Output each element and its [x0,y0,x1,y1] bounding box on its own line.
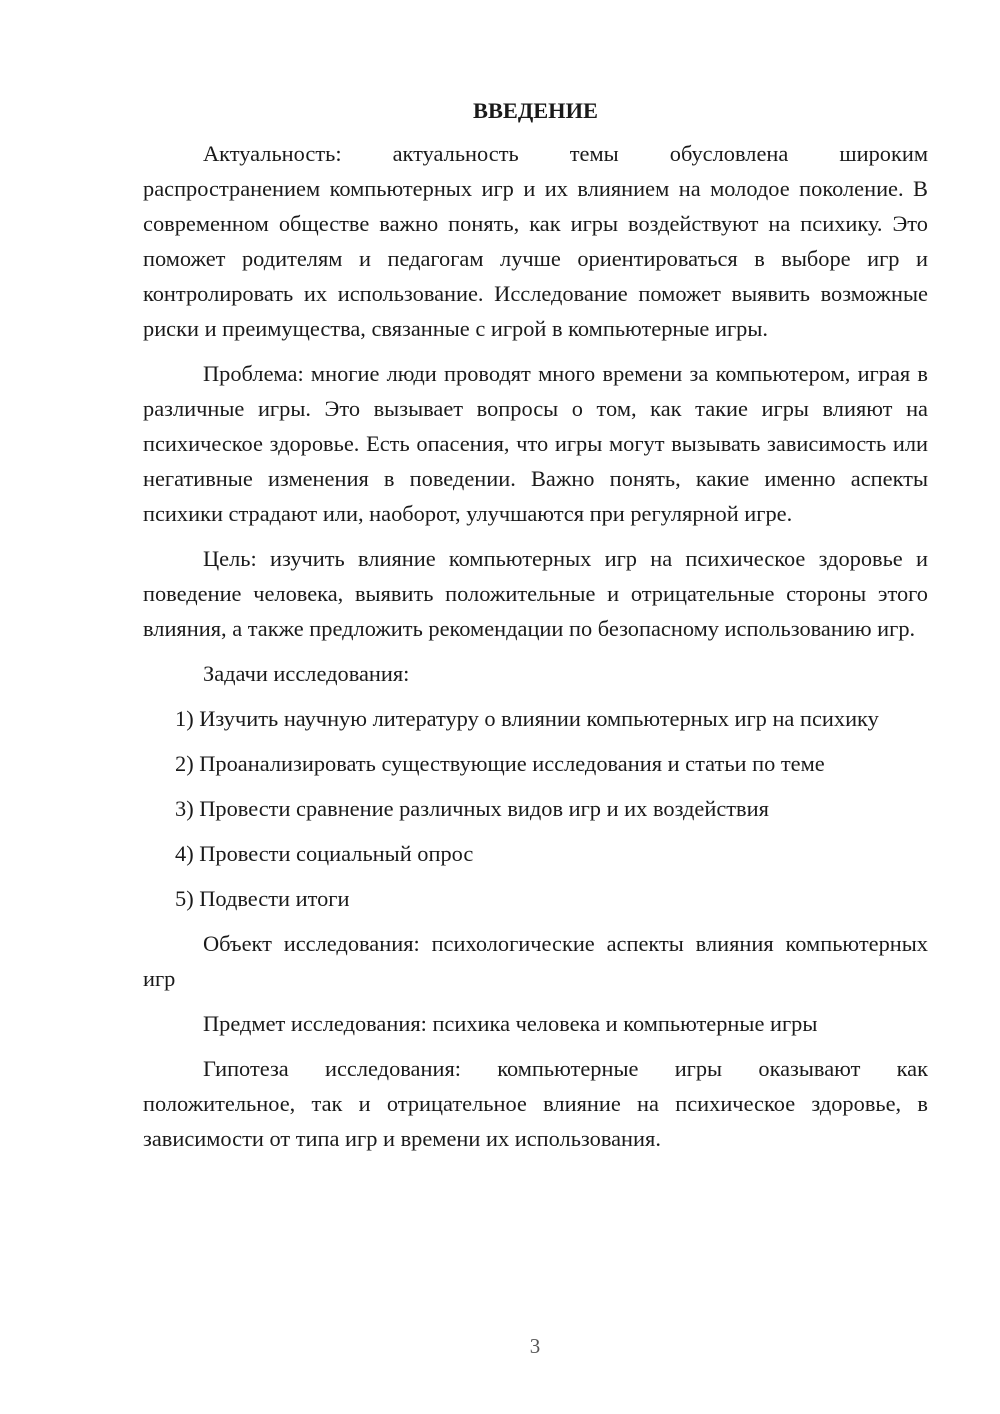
tasks-heading: Задачи исследования: [203,661,410,686]
section-heading: ВВЕДЕНИЕ [473,98,598,123]
task-item-4: 4) Провести социальный опрос [175,841,474,866]
page-number: 3 [529,1334,541,1358]
relevance-paragraph: Актуальность: актуальность темы обусловлена широким распространением компьютерных игр и их влиянием на молодое поколение. В современном обществе важно понять, как игры воздействуют на психику. Это поможет родителям и педагогам лучше ориентироваться в выборе игр и контролировать их использование. Исследование поможет выявить возможные риски и преимущества, связанные с игрой в компьютерные игры. [143,141,928,341]
task-item-2: 2) Проанализировать существующие исследования и статьи по теме [175,751,825,776]
object-paragraph: Объект исследования: психологические аспекты влияния компьютерных игр [143,931,928,991]
page-content [143,92,928,1166]
problem-paragraph: Проблема: многие люди проводят много времени за компьютером, играя в различные игры. Это вызывает вопросы о том, как такие игры влияют на психическое здоровье. Есть опасения, что игры могут вызывать зависимость или негативные изменения в поведении. Важно понять, какие именно аспекты психики страдают или, наоборот, улучшаются при регулярной игре. [143,361,928,526]
hypothesis-paragraph: Гипотеза исследования: компьютерные игры оказывают как положительное, так и отрицательное влияние на психическое здоровье, в зависимости от типа игр и времени их использования. [143,1056,928,1151]
task-item-1: 1) Изучить научную литературу о влиянии компьютерных игр на психику [175,706,879,731]
task-item-5: 5) Подвести итоги [175,886,350,911]
subject-paragraph: Предмет исследования: психика человека и компьютерные игры [203,1011,818,1036]
task-item-3: 3) Провести сравнение различных видов игр и их воздействия [175,796,769,821]
goal-paragraph: Цель: изучить влияние компьютерных игр на психическое здоровье и поведение человека, выявить положительные и отрицательные стороны этого влияния, а также предложить рекомендации по безопасному использованию игр. [143,546,928,641]
